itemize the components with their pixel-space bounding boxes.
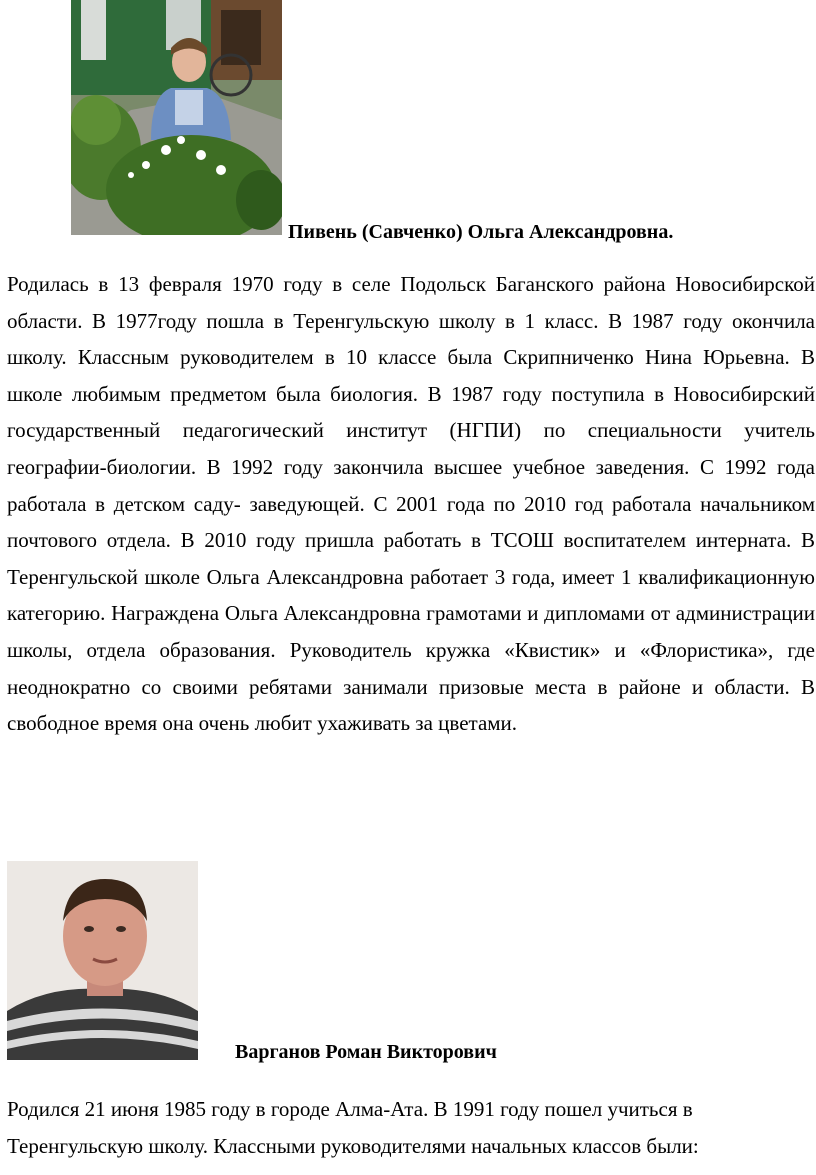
person1-bio: Родилась в 13 февраля 1970 году в селе Подольск Баганского района Новосибирской области. В 1977году пошла в Теренгульскую школу в 1 класс. В 1987 году окончила школу. Классным руководителем в 10 классе была Скрипниченко Нина Юрьевна. В школе любимым предметом была биология. В 1987 году поступила в Новосибирский государственный педагогический институт (НГПИ) по специальности учитель географии-биологии. В 1992 году закончила высшее учебное заведения. С 1992 года работала в детском саду- заведующей. С 2001 года по 2010 год работала начальником почтового отдела. В 2010 году пришла работать в ТСОШ воспитателем интерната. В Теренгульской школе Ольга Александровна работает 3 года, имеет 1 квалификационную категорию. Награждена Ольга Александровна грамотами и дипломами от администрации школы, отдела образования. Руководитель кружка «Квистик» и «Флористика», где неоднократно со своими ребятами занимали призовые места в районе и области. В свободное время она очень любит ухаживать за цветами. xyxy=(7,272,815,736)
man-portrait-photo xyxy=(7,861,198,1060)
person1-name: Пивень (Савченко) Ольга Александровна. xyxy=(288,221,674,243)
person2-bio: Родился 21 июня 1985 году в городе Алма-Ата. В 1991 году пошел учиться в Теренгульскую школу. Классными руководителями начальных классов были: xyxy=(7,1097,699,1158)
woman-with-flowers-photo xyxy=(71,0,282,235)
person2-name: Варганов Роман Викторович xyxy=(235,1041,497,1063)
